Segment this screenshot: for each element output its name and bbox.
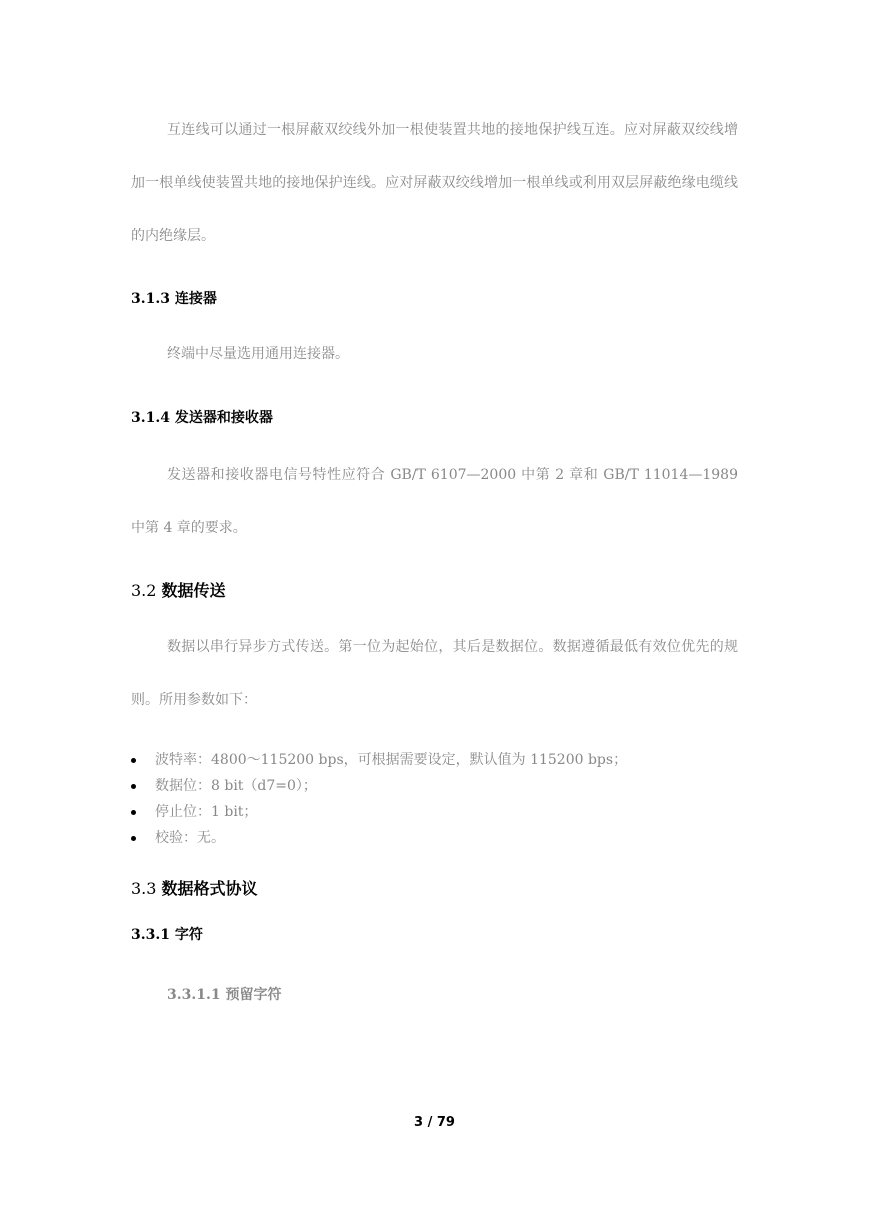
heading-3-3-title: 数据格式协议 (161, 879, 258, 898)
list-item-text: 停止位：1 bit； (155, 804, 258, 820)
heading-3-1-4: 3.1.4 发送器和接收器 (131, 410, 273, 426)
bullet-icon (131, 836, 136, 841)
parameter-list (131, 749, 627, 853)
paragraph-transmitter-receiver: 发送器和接收器电信号特性应符合 GB/T 6107—2000 中第 2 章和 GB/T 11014—1989 中第 4 章的要求。 (131, 467, 738, 536)
paragraph-connector: 终端中尽量选用通用连接器。 (167, 346, 349, 362)
bullet-icon (131, 784, 136, 789)
heading-3-3-number: 3.3 (131, 879, 162, 898)
list-item (131, 827, 627, 853)
bullet-icon (131, 810, 136, 815)
paragraph-data-transfer: 数据以串行异步方式传送。第一位为起始位，其后是数据位。数据遵循最低有效位优先的规则。所用参数如下： (131, 639, 738, 708)
list-item-text: 波特率：4800～115200 bps，可根据需要设定，默认值为 115200 bps； (155, 752, 628, 768)
list-item-text: 校验：无。 (155, 830, 225, 846)
page-number: 3 / 79 (414, 1115, 455, 1130)
bullet-icon (131, 758, 136, 763)
heading-3-2-number: 3.2 (131, 581, 162, 600)
list-item (131, 801, 627, 827)
heading-3-1-3: 3.1.3 连接器 (131, 291, 217, 307)
heading-3-3-1-1: 3.3.1.1 预留字符 (167, 987, 282, 1003)
heading-3-2-title: 数据传送 (161, 581, 226, 600)
list-item-text: 数据位：8 bit（d7=0）； (155, 778, 317, 794)
list-item (131, 749, 627, 775)
list-item (131, 775, 627, 801)
heading-3-3-1: 3.3.1 字符 (131, 927, 203, 943)
heading-3-3 (131, 876, 258, 899)
heading-3-2 (131, 578, 226, 601)
paragraph-interconnect: 互连线可以通过一根屏蔽双绞线外加一根使装置共地的接地保护线互连。应对屏蔽双绞线增加一根单线使装置共地的接地保护连线。应对屏蔽双绞线增加一根单线或利用双层屏蔽绝缘电缆线的内绝缘层。 (131, 122, 738, 244)
